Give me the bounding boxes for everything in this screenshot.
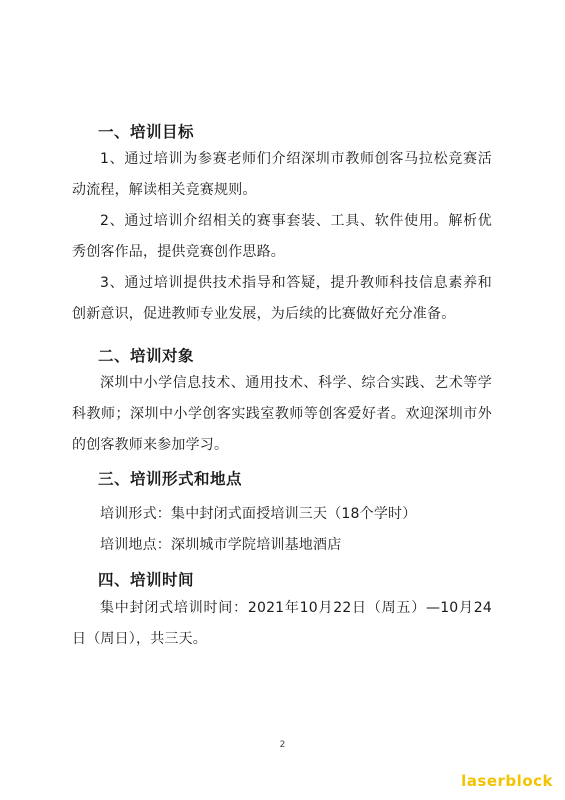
training-location-line: 培训地点：深圳城市学院培训基地酒店 xyxy=(100,537,342,553)
goals-paragraph-2: 2、通过培训介绍相关的赛事套装、工具、软件使用。解析优秀创客作品，提供竞赛创作思路。 xyxy=(72,213,492,260)
goals-paragraph-1: 1、通过培训为参赛老师们介绍深圳市教师创客马拉松竞赛活动流程，解读相关竞赛规则。 xyxy=(72,151,492,198)
section-heading-audience: 二、培训对象 xyxy=(98,347,195,365)
audience-paragraph: 深圳中小学信息技术、通用技术、科学、综合实践、艺术等学科教师；深圳中小学创客实践室教师等创客爱好者。欢迎深圳市外的创客教师来参加学习。 xyxy=(72,375,492,453)
goals-paragraph-3: 3、通过培训提供技术指导和答疑，提升教师科技信息素养和创新意识，促进教师专业发展，为后续的比赛做好充分准备。 xyxy=(72,275,492,322)
page-number: 2 xyxy=(279,740,286,750)
section-heading-format-location: 三、培训形式和地点 xyxy=(98,470,243,488)
time-paragraph: 集中封闭式培训时间：2021年10月22日（周五）—10月24日（周日），共三天。 xyxy=(72,600,492,647)
training-format-line: 培训形式：集中封闭式面授培训三天（18个学时） xyxy=(100,506,417,522)
watermark-logo: laserblock xyxy=(461,772,553,790)
section-heading-goals: 一、培训目标 xyxy=(98,123,195,141)
section-heading-time: 四、培训时间 xyxy=(98,571,195,589)
